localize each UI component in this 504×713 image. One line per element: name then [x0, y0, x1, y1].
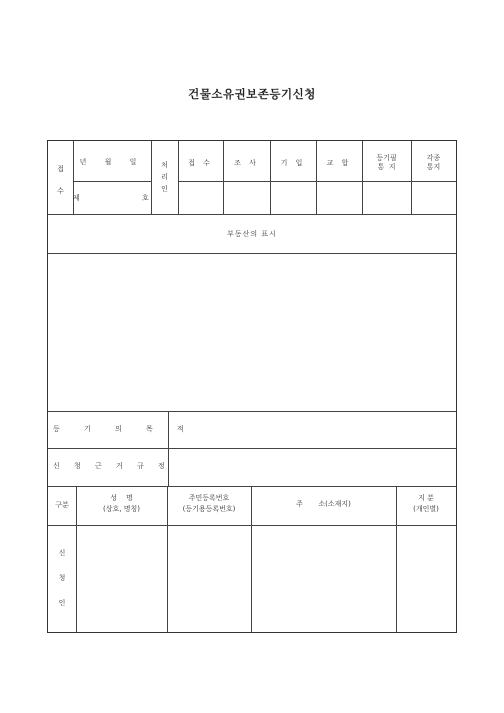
applicant-label-3: 인 — [58, 599, 66, 607]
processor-label-char: 인 — [161, 185, 168, 193]
page-title: 건물소유권보존등기신청 — [188, 87, 316, 101]
divider — [48, 411, 456, 412]
processor-label-char: 처 — [161, 161, 168, 169]
divider — [411, 141, 412, 214]
divider — [223, 141, 224, 214]
basis-label: 신 청 근 거 규 정 — [53, 462, 171, 470]
divider — [316, 141, 317, 214]
col-various-notice: 각종 통지 — [426, 154, 441, 171]
divider — [362, 141, 363, 214]
date-label: 년 월 일 — [79, 158, 145, 166]
divider — [48, 253, 456, 254]
col-name: 성 명 — [110, 494, 133, 502]
col-name-sub: (상호, 명칭) — [103, 505, 140, 513]
number-label: 제 호 — [73, 194, 179, 202]
col-address: 주 소(소재지) — [296, 500, 351, 508]
col-share-sub: (개인별) — [413, 505, 439, 513]
divider — [48, 486, 456, 487]
applicant-label-2: 청 — [58, 574, 66, 582]
purpose-label: 등 기 의 목 적 — [53, 425, 195, 433]
col-category: 구분 — [55, 501, 69, 509]
processor-label-char: 리 — [161, 173, 168, 181]
col-completion-notice: 등기필 통 지 — [376, 154, 397, 171]
divider — [73, 141, 74, 214]
divider — [178, 141, 179, 214]
col-receipt: 접 수 — [188, 159, 213, 167]
receipt-label-top: 접 — [57, 165, 64, 173]
receipt-label-bottom: 수 — [57, 187, 64, 195]
divider — [48, 214, 456, 215]
divider — [73, 181, 151, 182]
col-id-sub: (등기용등록번호) — [182, 505, 236, 513]
divider — [48, 525, 456, 526]
applicant-label-1: 신 — [58, 549, 66, 557]
property-label: 부동산의 표시 — [227, 230, 277, 238]
col-inspection: 조 사 — [234, 159, 259, 167]
divider — [168, 411, 169, 486]
col-share: 지 분 — [418, 494, 434, 502]
divider — [48, 448, 456, 449]
divider — [270, 141, 271, 214]
col-entry: 기 입 — [280, 159, 306, 167]
application-form — [47, 140, 457, 633]
divider — [178, 181, 456, 182]
col-verification: 교 합 — [326, 159, 352, 167]
processor-label — [151, 159, 178, 195]
col-id: 주민등록번호 — [188, 494, 230, 502]
